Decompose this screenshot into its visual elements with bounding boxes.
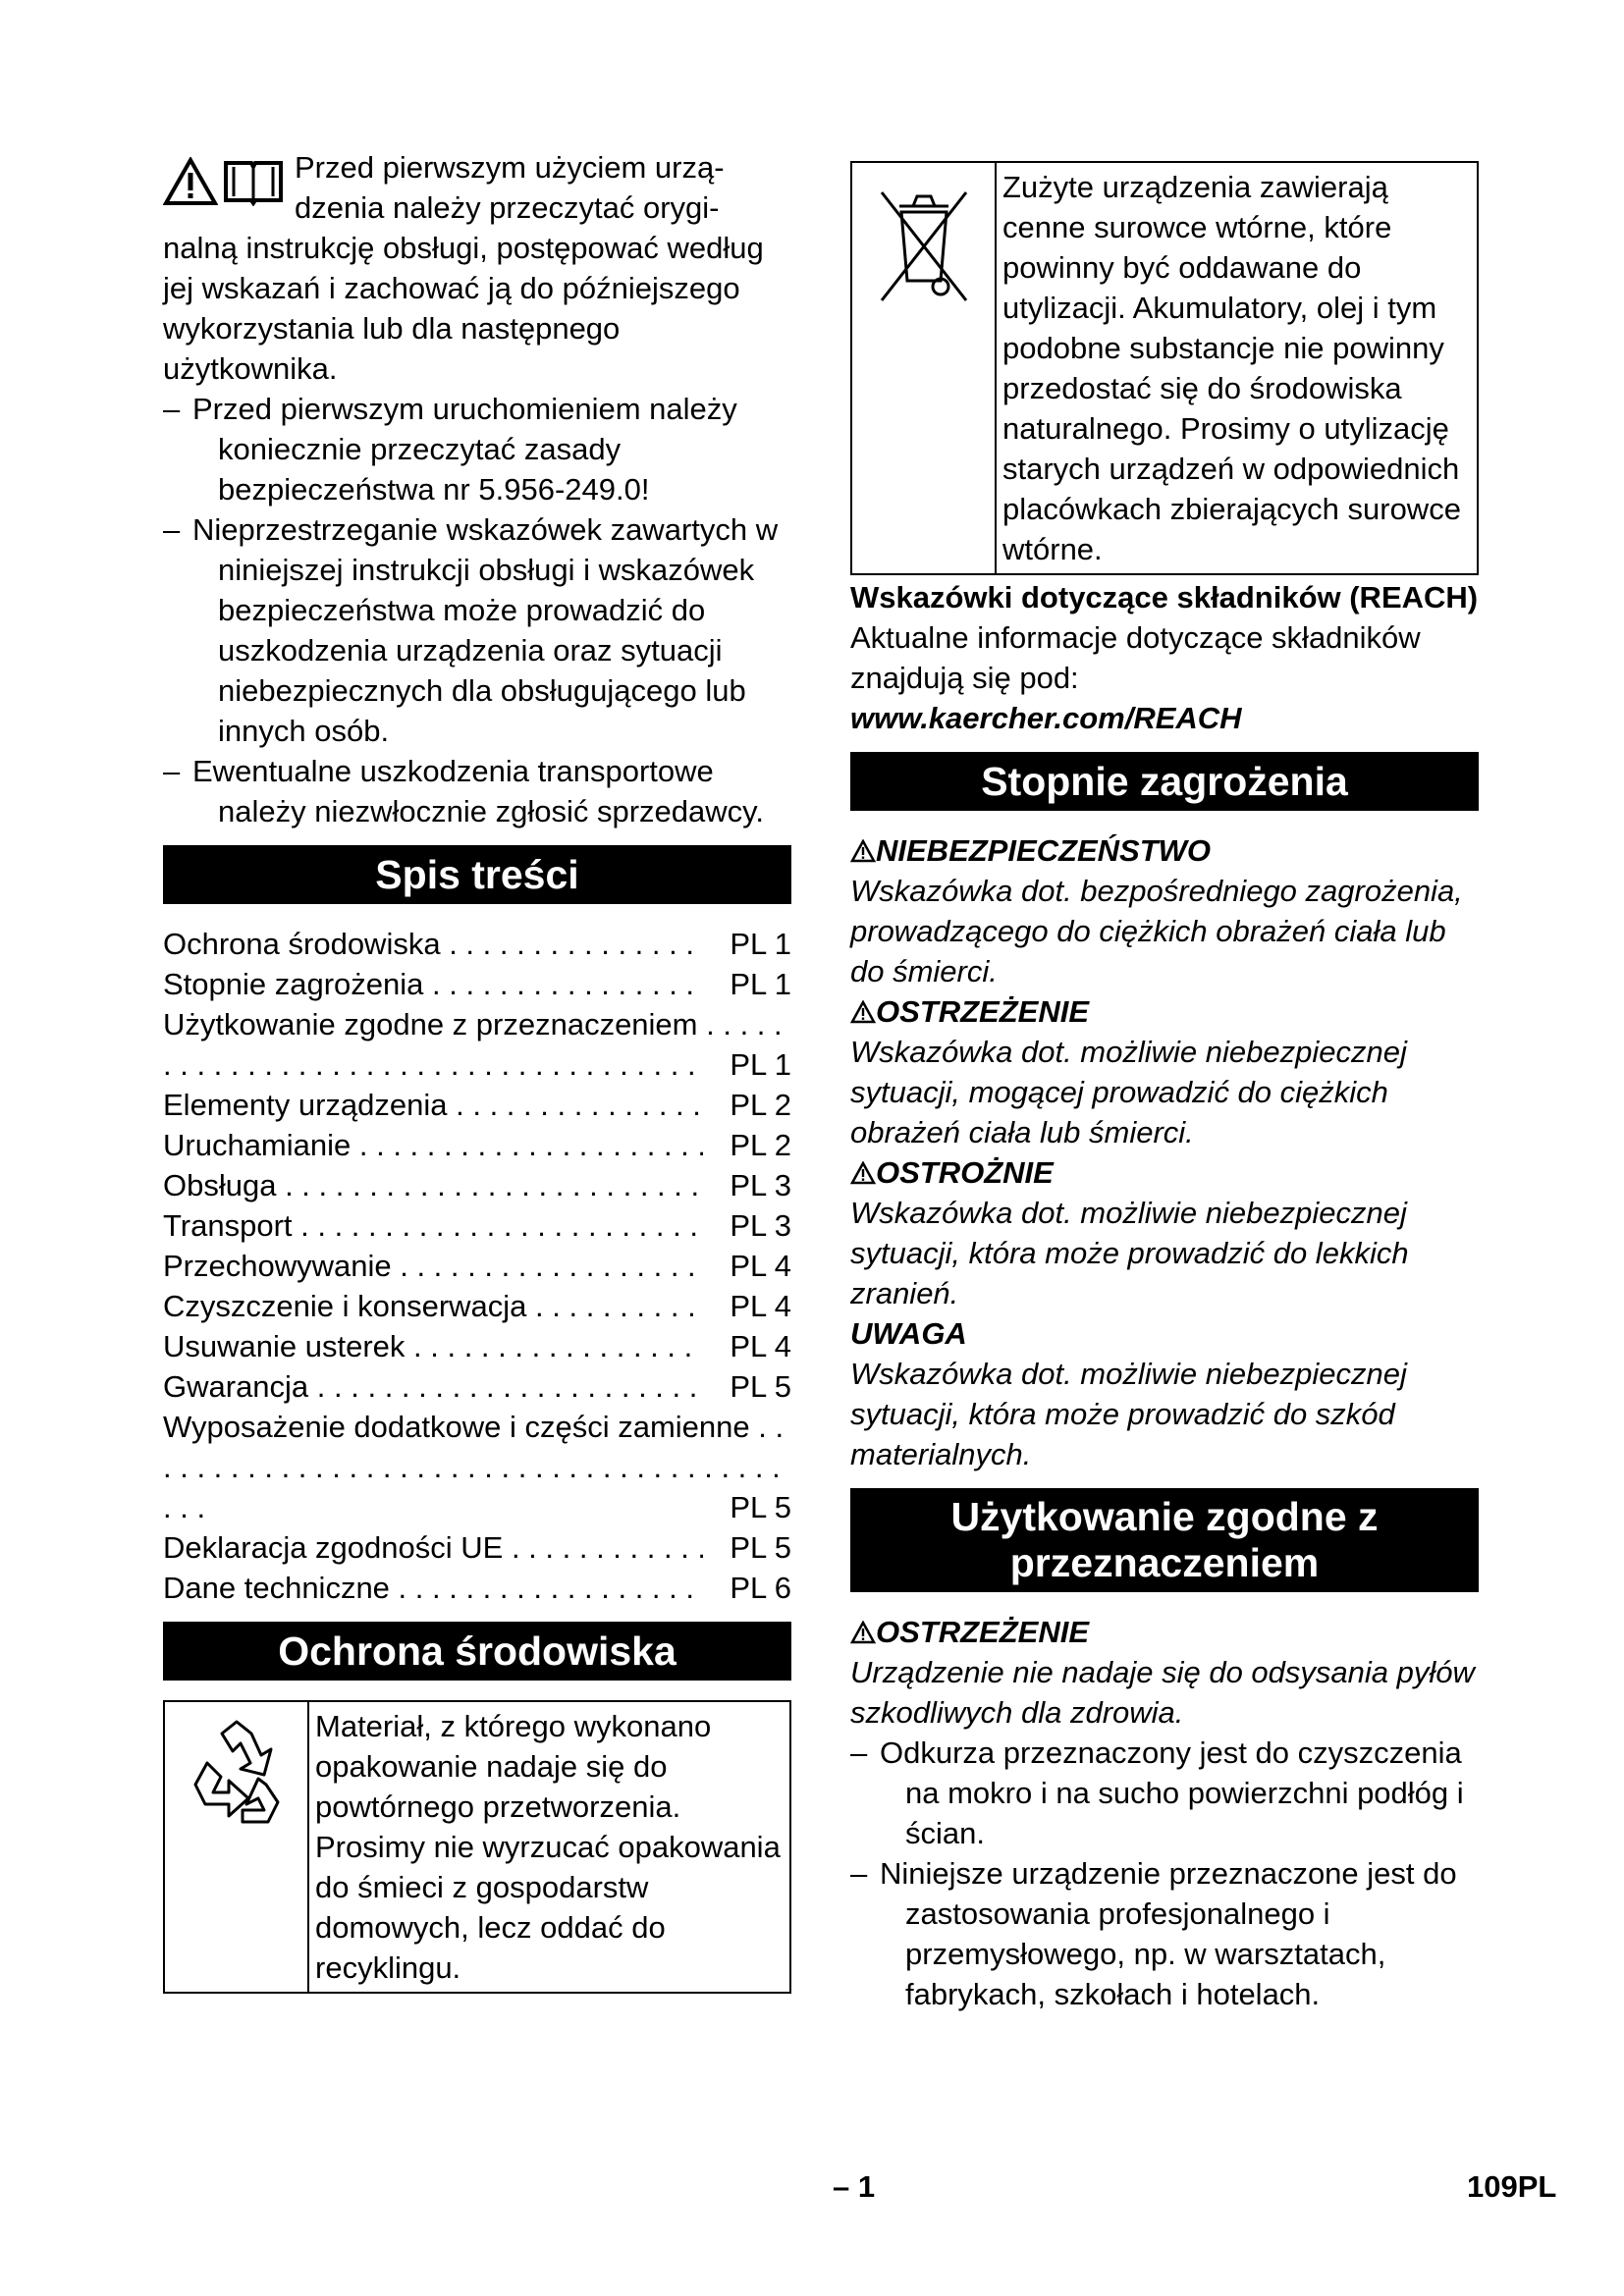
intro-line-2: dzenia należy przeczytać orygi- <box>295 190 720 225</box>
toc-entry[interactable] <box>163 1205 791 1246</box>
list-item <box>163 389 791 509</box>
toc-entry-label: Gwarancja . . . <box>163 1366 703 1407</box>
toc-entry-page: PL 1 <box>730 927 791 961</box>
usage-heading-line-2: przeznaczeniem <box>1009 1540 1320 1585</box>
level-heading-text: OSTRZEŻENIE <box>876 994 1090 1029</box>
level-heading <box>850 1313 1479 1354</box>
toc-entry-label: Użytkowanie zgodne z przeznaczeniem . . . <box>163 1004 791 1085</box>
toc-entry[interactable] <box>163 1125 791 1165</box>
level-text: Wskazówka dot. bezpośredniego zagrożenia, prowadzącego do ciężkich obrażeń ciała lub do śmierci. <box>850 874 1463 988</box>
toc-entry-page: PL 3 <box>730 1208 791 1243</box>
intro-bullets <box>163 389 791 831</box>
dash-marker: – <box>163 754 181 788</box>
list-item-text: Odkurza przeznaczony jest do czyszczenia na mokro i na sucho powierzchni podłóg i ścian. <box>880 1735 1464 1850</box>
warning-triangle-icon <box>850 1161 876 1185</box>
dash-marker: – <box>850 1856 868 1891</box>
toc-entry[interactable] <box>163 924 791 964</box>
list-item <box>850 1853 1479 2014</box>
list-item-text: Ewentualne uszkodzenia transportowe należy niezwłocznie zgłosić sprzedawcy. <box>192 754 764 828</box>
level-heading <box>850 991 1479 1032</box>
list-item-text: Przed pierwszym uruchomieniem należy koniecznie przeczytać zasady bezpieczeństwa nr 5.956-249.0! <box>192 392 737 507</box>
dash-marker: – <box>850 1735 868 1770</box>
page-number: – 1 <box>833 2169 876 2204</box>
usage-warning-text: Urządzenie nie nadaje się do odsysania pyłów szkodliwych dla zdrowia. <box>850 1655 1475 1730</box>
table-of-contents <box>163 924 791 1608</box>
level-heading-text: OSTROŻNIE <box>876 1155 1054 1190</box>
list-item <box>850 1733 1479 1853</box>
toc-entry[interactable] <box>163 1004 791 1085</box>
toc-entry-label: Elementy urządzenia . . . <box>163 1085 703 1125</box>
recycling-text: Materiał, z którego wykonano opakowanie nadaje się do powtórnego przetworzenia. Prosimy nie wyrzucać opakowania do śmieci z gospodarstw domowych, lecz oddać do recyklingu. <box>315 1709 781 1985</box>
page-code: 109PL <box>1467 2169 1557 2204</box>
weee-text: Zużyte urządzenia zawierają cenne surowce wtórne, które powinny być oddawane do utylizacji. Akumulatory, olej i tym podobne substancje nie powinny przedostać się do środowiska naturalnego. Prosimy o utylizację starych urządzeń w odpowiednich placówkach zbierających surowce wtórne. <box>1002 170 1461 566</box>
toc-entry-page: PL 6 <box>730 1571 791 1605</box>
manual-book-icon <box>222 157 285 206</box>
warning-triangle-icon <box>163 157 218 206</box>
list-item-text: Nieprzestrzeganie wskazówek zawartych w niniejszej instrukcji obsługi i wskazówek bezpieczeństwa może prowadzić do uszkodzenia urządzenia oraz sytuacji niebezpiecznych dla obsługującego lub innych osób. <box>192 512 779 748</box>
crossed-bin-icon <box>870 183 978 310</box>
toc-entry-page: PL 2 <box>730 1088 791 1122</box>
level-text: Wskazówka dot. możliwie niebezpiecznej sytuacji, która może prowadzić do lekkich zranień. <box>850 1196 1409 1310</box>
toc-entry-label: Czyszczenie i konserwacja . . . <box>163 1286 703 1326</box>
list-item <box>163 751 791 831</box>
levels-heading: Stopnie zagrożenia <box>850 752 1479 811</box>
intro-text: nalną instrukcję obsługi, postępować według jej wskazań i zachować ją do późniejszego wykorzystania lub dla następnego użytkownika. <box>163 231 764 386</box>
toc-entry[interactable] <box>163 1568 791 1608</box>
toc-entry[interactable] <box>163 1085 791 1125</box>
usage-warning-heading-text: OSTRZEŻENIE <box>876 1615 1090 1649</box>
right-column <box>850 161 1479 2014</box>
danger-levels <box>850 830 1479 1474</box>
toc-entry-page: PL 2 <box>730 1128 791 1162</box>
toc-entry-label: Transport . . . <box>163 1205 703 1246</box>
list-item <box>163 509 791 751</box>
recycling-icon-cell <box>165 1702 309 1992</box>
toc-entry[interactable] <box>163 1366 791 1407</box>
toc-entry-page: PL 4 <box>730 1289 791 1323</box>
usage-bullets <box>850 1733 1479 2014</box>
level-heading-text: NIEBEZPIECZEŃSTWO <box>876 833 1212 868</box>
left-column <box>163 147 791 1994</box>
level-heading-text: UWAGA <box>850 1316 967 1351</box>
toc-entry[interactable] <box>163 964 791 1004</box>
recycling-notice <box>163 1700 791 1994</box>
intro-line-1: Przed pierwszym użyciem urzą- <box>295 150 725 185</box>
dash-marker: – <box>163 392 181 426</box>
level-text: Wskazówka dot. możliwie niebezpiecznej sytuacji, mogącej prowadzić do ciężkich obrażeń ciała lub śmierci. <box>850 1035 1407 1149</box>
warning-triangle-icon <box>850 839 876 863</box>
toc-entry[interactable] <box>163 1407 791 1527</box>
toc-entry-label: Deklaracja zgodności UE . . . <box>163 1527 703 1568</box>
toc-entry[interactable] <box>163 1165 791 1205</box>
reach-heading: Wskazówki dotyczące składników (REACH) <box>850 580 1479 614</box>
toc-entry-page: PL 5 <box>703 1487 791 1527</box>
usage-warning-heading <box>850 1612 1479 1652</box>
intro-icons <box>163 147 285 228</box>
toc-entry-label: Usuwanie usterek . . . <box>163 1326 703 1366</box>
toc-entry-label: Przechowywanie . . . <box>163 1246 703 1286</box>
warning-triangle-icon <box>850 1621 876 1644</box>
toc-entry-label: Dane techniczne . . . <box>163 1568 703 1608</box>
toc-entry-label: Obsługa . . . <box>163 1165 703 1205</box>
weee-notice <box>850 161 1479 575</box>
toc-entry[interactable] <box>163 1286 791 1326</box>
toc-entry-page: PL 4 <box>730 1249 791 1283</box>
toc-entry[interactable] <box>163 1527 791 1568</box>
toc-entry[interactable] <box>163 1326 791 1366</box>
toc-entry[interactable] <box>163 1246 791 1286</box>
env-heading: Ochrona środowiska <box>163 1622 791 1681</box>
dash-marker: – <box>163 512 181 547</box>
level-heading <box>850 1152 1479 1193</box>
warning-triangle-icon <box>850 1000 876 1024</box>
reach-text: Aktualne informacje dotyczące składników znajdują się pod: <box>850 620 1421 695</box>
toc-entry-page: PL 1 <box>703 1044 791 1085</box>
toc-entry-label: Wyposażenie dodatkowe i części zamienne . . . <box>163 1407 791 1527</box>
list-item-text: Niniejsze urządzenie przeznaczone jest do zastosowania profesjonalnego i przemysłowego, np. w warsztatach, fabrykach, szkołach i hotelach. <box>880 1856 1457 2011</box>
toc-entry-page: PL 1 <box>730 967 791 1001</box>
toc-entry-page: PL 5 <box>730 1530 791 1565</box>
toc-entry-page: PL 4 <box>730 1329 791 1363</box>
toc-entry-page: PL 3 <box>730 1168 791 1202</box>
toc-entry-label: Ochrona środowiska . . . <box>163 924 703 964</box>
intro-header <box>163 147 791 228</box>
toc-entry-label: Uruchamianie . . . <box>163 1125 703 1165</box>
intro-first-lines <box>295 147 725 228</box>
usage-heading-line-1: Użytkowanie zgodne z <box>950 1494 1379 1539</box>
toc-entry-label: Stopnie zagrożenia . . . <box>163 964 703 1004</box>
usage-heading <box>850 1488 1479 1592</box>
toc-entry-page: PL 5 <box>730 1369 791 1404</box>
level-text: Wskazówka dot. możliwie niebezpiecznej sytuacji, która może prowadzić do szkód materialnych. <box>850 1357 1407 1471</box>
reach-url-link[interactable]: www.kaercher.com/REACH <box>850 701 1242 735</box>
weee-icon-cell <box>852 163 997 573</box>
toc-heading: Spis treści <box>163 845 791 904</box>
recycling-icon <box>178 1716 296 1834</box>
level-heading <box>850 830 1479 871</box>
